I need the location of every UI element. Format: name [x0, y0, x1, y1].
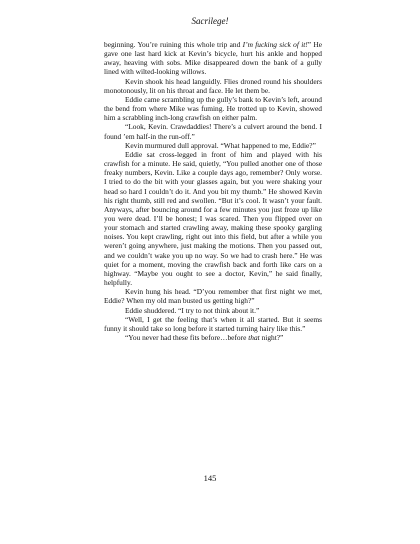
paragraph	[104, 306, 322, 315]
text-run: Eddie came scrambling up the gully’s bank to Kevin’s left, around the bend from where Mike was fuming. He trotted up to Kevin, showed him a scrabbling inch-long crawfish on either palm.	[104, 94, 322, 123]
text-run: night?”	[259, 333, 284, 342]
text-run: Eddie shuddered. “I try to not think about it.”	[125, 305, 260, 315]
text-run: Kevin hung his head. “D’you remember that first night we met, Eddie? When my old man busted us getting high?”	[104, 287, 322, 306]
paragraph	[104, 40, 322, 77]
body-text	[104, 40, 322, 342]
text-run: Kevin murmured dull approval. “What happened to me, Eddie?”	[125, 140, 316, 150]
paragraph	[104, 95, 322, 122]
text-run: Eddie sat cross-legged in front of him and played with his crawfish for a minute. He said, quietly, “You pulled another one of those freaky numbers, Kevin. Like a couple days ago, remember? Only worse. I tried to do the bit with your glasses again, but you were shaking your head so hard I couldn’t do it. And you bit my thumb.” He showed Kevin his right thumb, still red and swollen. “But it’s cool. It wasn’t your fault. Anyways, after bouncing around for a few minutes you just froze up like you were dead. I’ll be honest; I was scared. Then you flipped over on your stomach and started crawling away, making these spooky gargling noises. You kept crawling, right out into this field, but after a while you weren’t going anywhere, just making the motions. Then you passed out, and we couldn’t wake you up no way. So we had to crash here.” He was quiet for a moment, moving the crawfish back and forth like cars on a highway. “Maybe you ought to see a doctor, Kevin,” he said finally, helpfully.	[104, 149, 322, 288]
italic-text: I’m fucking sick of it!	[242, 40, 308, 49]
paragraph	[104, 315, 322, 333]
text-run: ” He gave one last hard kick at Kevin’s bicycle, hurt his ankle and hopped away, heaving with sobs. Mike disappeared down the bank of a gully lined with wilted-looking willows.	[104, 40, 323, 77]
paragraph	[104, 141, 322, 150]
paragraph	[104, 150, 322, 287]
paragraph	[104, 77, 322, 95]
paragraph	[104, 122, 322, 140]
text-run: “Look, Kevin. Crawdaddies! There’s a culvert around the bend. I found ’em half-in the run-off.”	[104, 122, 322, 141]
paragraph	[104, 287, 322, 305]
text-run: “Well, I get the feeling that’s when it all started. But it seems funny it should take so long before it started turning hairy like this.”	[104, 314, 322, 333]
text-run: Kevin shook his head languidly. Flies droned round his shoulders monotonously, lit on his throat and face. He let them be.	[104, 76, 322, 95]
text-run: beginning. You’re ruining this whole trip and	[104, 40, 243, 49]
italic-text: that	[248, 333, 260, 342]
page-number: 145	[203, 473, 217, 483]
text-run: “You never had these fits before…before	[125, 333, 249, 342]
paragraph	[104, 333, 322, 342]
running-header: Sacrilege!	[191, 16, 229, 26]
